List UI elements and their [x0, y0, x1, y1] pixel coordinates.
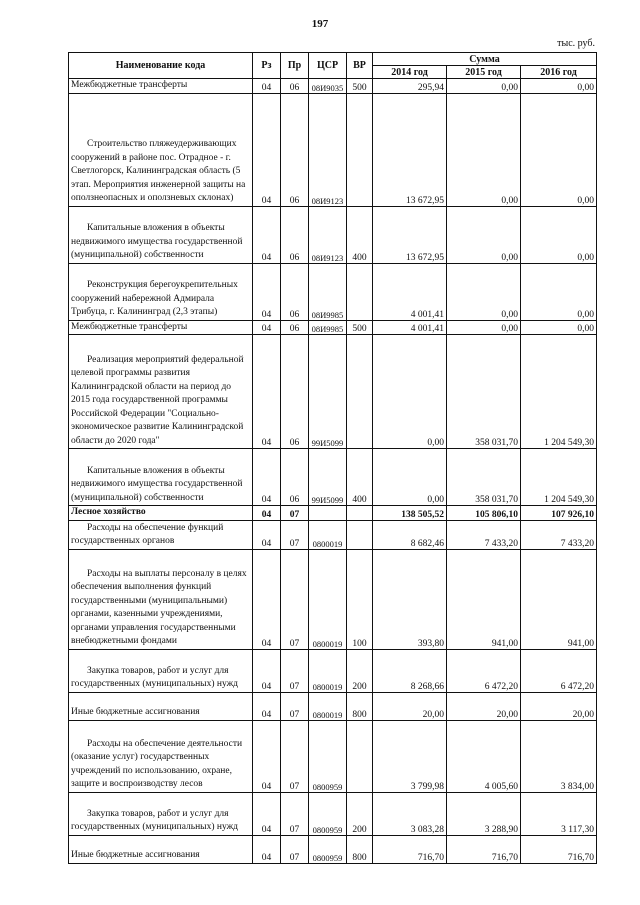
row-2015: 358 031,70	[447, 335, 521, 449]
row-name: Расходы на выплаты персоналу в целях обеспечения выполнения функций государственными (муниципальными) органами, казенными учреждениями, органами управления государственными внебюджетными фондами	[69, 549, 253, 649]
row-name: Иные бюджетные ассигнования	[69, 692, 253, 720]
table-row	[69, 649, 597, 692]
row-csr: 99И5099	[309, 335, 347, 449]
table-row	[69, 506, 597, 521]
row-name: Расходы на обеспечение функций государственных органов	[69, 520, 253, 549]
row-vr	[347, 520, 373, 549]
header-name: Наименование кода	[69, 53, 253, 79]
row-name: Капитальные вложения в объекты недвижимого имущества государственной (муниципальной) собственности	[69, 206, 253, 263]
table-row	[69, 79, 597, 94]
row-rz: 04	[253, 93, 281, 206]
row-vr: 200	[347, 649, 373, 692]
row-csr: 99И5099	[309, 449, 347, 506]
row-2016: 0,00	[521, 206, 597, 263]
row-rz: 04	[253, 79, 281, 94]
row-2014: 4 001,41	[373, 263, 447, 320]
row-2014: 13 672,95	[373, 206, 447, 263]
row-2016: 3 117,30	[521, 792, 597, 835]
row-2014: 3 799,98	[373, 720, 447, 792]
row-vr: 200	[347, 792, 373, 835]
row-2015: 0,00	[447, 93, 521, 206]
row-vr: 800	[347, 835, 373, 863]
row-2016: 0,00	[521, 320, 597, 335]
row-2015: 7 433,20	[447, 520, 521, 549]
row-2016: 716,70	[521, 835, 597, 863]
row-2015: 0,00	[447, 320, 521, 335]
row-rz: 04	[253, 692, 281, 720]
row-csr: 0800959	[309, 792, 347, 835]
row-rz: 04	[253, 649, 281, 692]
row-csr: 08И9035	[309, 79, 347, 94]
row-2015: 0,00	[447, 206, 521, 263]
table-row	[69, 692, 597, 720]
table-row	[69, 720, 597, 792]
table-row	[69, 449, 597, 506]
row-pr: 06	[281, 449, 309, 506]
row-csr: 0800019	[309, 549, 347, 649]
row-2016: 3 834,00	[521, 720, 597, 792]
table-row	[69, 549, 597, 649]
row-name: Закупка товаров, работ и услуг для государственных (муниципальных) нужд	[69, 649, 253, 692]
table-header	[69, 53, 597, 79]
header-2014: 2014 год	[373, 66, 447, 79]
row-2016: 941,00	[521, 549, 597, 649]
row-2015: 3 288,90	[447, 792, 521, 835]
table-row	[69, 206, 597, 263]
row-vr: 400	[347, 449, 373, 506]
row-2016: 6 472,20	[521, 649, 597, 692]
row-pr: 06	[281, 320, 309, 335]
budget-table	[68, 52, 597, 864]
row-csr: 08И9123	[309, 93, 347, 206]
row-pr: 07	[281, 506, 309, 521]
row-csr: 08И9985	[309, 320, 347, 335]
row-pr: 07	[281, 720, 309, 792]
row-name: Межбюджетные трансферты	[69, 320, 253, 335]
row-2015: 20,00	[447, 692, 521, 720]
row-name: Реализация мероприятий федеральной целевой программы развития Калининградской области на период до 2015 года государственной программы Российской Федерации "Социально-экономическое развитие Калининградской области до 2020 года"	[69, 335, 253, 449]
row-name: Расходы на обеспечение деятельности (оказание услуг) государственных учреждений по использованию, охране, защите и воспроизводству лесов	[69, 720, 253, 792]
row-2016: 107 926,10	[521, 506, 597, 521]
row-2014: 3 083,28	[373, 792, 447, 835]
row-rz: 04	[253, 320, 281, 335]
row-csr: 0800959	[309, 835, 347, 863]
row-2016: 0,00	[521, 263, 597, 320]
row-2016: 0,00	[521, 93, 597, 206]
row-rz: 04	[253, 835, 281, 863]
row-2015: 0,00	[447, 263, 521, 320]
row-vr	[347, 335, 373, 449]
row-2014: 13 672,95	[373, 93, 447, 206]
row-vr: 800	[347, 692, 373, 720]
table-row	[69, 93, 597, 206]
row-pr: 07	[281, 649, 309, 692]
row-name: Лесное хозяйство	[69, 506, 253, 521]
header-rz: Рз	[253, 53, 281, 79]
row-2015: 105 806,10	[447, 506, 521, 521]
row-pr: 07	[281, 792, 309, 835]
row-vr	[347, 263, 373, 320]
row-2014: 8 268,66	[373, 649, 447, 692]
row-csr: 0800019	[309, 520, 347, 549]
row-2014: 716,70	[373, 835, 447, 863]
row-rz: 04	[253, 263, 281, 320]
row-2014: 393,80	[373, 549, 447, 649]
row-vr	[347, 506, 373, 521]
table-row	[69, 335, 597, 449]
row-2016: 1 204 549,30	[521, 335, 597, 449]
row-2016: 20,00	[521, 692, 597, 720]
row-csr: 0800019	[309, 692, 347, 720]
row-2014: 8 682,46	[373, 520, 447, 549]
row-2016: 0,00	[521, 79, 597, 94]
row-csr: 08И9985	[309, 263, 347, 320]
row-2015: 6 472,20	[447, 649, 521, 692]
row-name: Межбюджетные трансферты	[69, 79, 253, 94]
row-2015: 0,00	[447, 79, 521, 94]
row-rz: 04	[253, 520, 281, 549]
row-rz: 04	[253, 449, 281, 506]
row-2014: 138 505,52	[373, 506, 447, 521]
row-2014: 295,94	[373, 79, 447, 94]
row-pr: 07	[281, 835, 309, 863]
row-2014: 0,00	[373, 335, 447, 449]
table-body	[69, 79, 597, 864]
row-pr: 06	[281, 263, 309, 320]
table-row	[69, 520, 597, 549]
row-2014: 20,00	[373, 692, 447, 720]
row-vr	[347, 93, 373, 206]
row-2014: 0,00	[373, 449, 447, 506]
row-vr	[347, 720, 373, 792]
row-rz: 04	[253, 335, 281, 449]
header-csr: ЦСР	[309, 53, 347, 79]
row-2016: 7 433,20	[521, 520, 597, 549]
row-pr: 06	[281, 79, 309, 94]
row-rz: 04	[253, 720, 281, 792]
table-row	[69, 835, 597, 863]
row-pr: 06	[281, 206, 309, 263]
units-label: тыс. руб.	[557, 38, 595, 49]
row-rz: 04	[253, 549, 281, 649]
row-rz: 04	[253, 206, 281, 263]
row-vr: 500	[347, 320, 373, 335]
row-2015: 4 005,60	[447, 720, 521, 792]
row-name: Капитальные вложения в объекты недвижимого имущества государственной (муниципальной) собственности	[69, 449, 253, 506]
row-name: Иные бюджетные ассигнования	[69, 835, 253, 863]
row-2016: 1 204 549,30	[521, 449, 597, 506]
row-rz: 04	[253, 792, 281, 835]
header-sum: Сумма	[373, 53, 597, 66]
table-row	[69, 792, 597, 835]
row-csr	[309, 506, 347, 521]
row-2014: 4 001,41	[373, 320, 447, 335]
row-vr: 100	[347, 549, 373, 649]
row-pr: 06	[281, 93, 309, 206]
row-2015: 941,00	[447, 549, 521, 649]
row-2015: 716,70	[447, 835, 521, 863]
row-pr: 07	[281, 520, 309, 549]
row-pr: 07	[281, 549, 309, 649]
row-csr: 0800959	[309, 720, 347, 792]
row-name: Строительство пляжеудерживающих сооружений в районе пос. Отрадное - г. Светлогорск, Калининградская область (5 этап. Мероприятия инженерной защиты на оползнеопасных и оползневых склонах)	[69, 93, 253, 206]
row-2015: 358 031,70	[447, 449, 521, 506]
row-vr: 500	[347, 79, 373, 94]
table-row	[69, 263, 597, 320]
row-name: Закупка товаров, работ и услуг для государственных (муниципальных) нужд	[69, 792, 253, 835]
row-csr: 0800019	[309, 649, 347, 692]
page-number: 197	[311, 18, 329, 30]
row-pr: 07	[281, 692, 309, 720]
row-rz: 04	[253, 506, 281, 521]
header-pr: Пр	[281, 53, 309, 79]
table-row	[69, 320, 597, 335]
row-csr: 08И9123	[309, 206, 347, 263]
row-pr: 06	[281, 335, 309, 449]
header-vr: ВР	[347, 53, 373, 79]
row-vr: 400	[347, 206, 373, 263]
row-name: Реконструкция берегоукрепительных сооружений набережной Адмирала Трибуца, г. Калининград (2,3 этапы)	[69, 263, 253, 320]
header-2015: 2015 год	[447, 66, 521, 79]
header-2016: 2016 год	[521, 66, 597, 79]
